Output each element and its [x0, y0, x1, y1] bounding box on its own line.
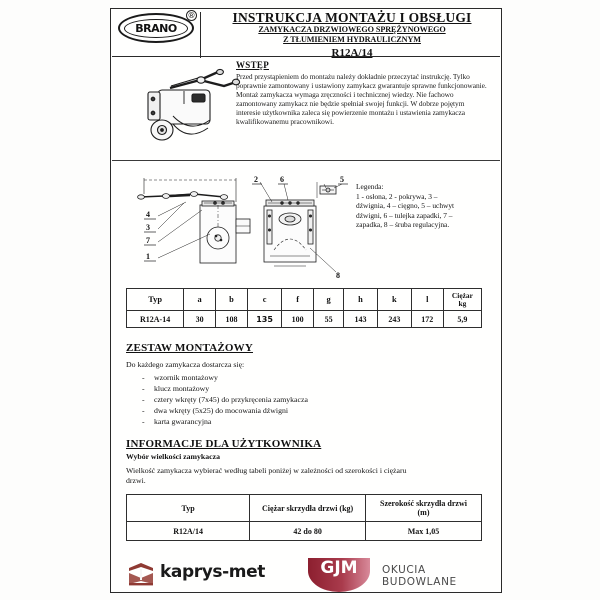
cell-b: 108 [216, 311, 248, 328]
brano-logo [118, 13, 194, 43]
col-header-a: a [184, 289, 216, 311]
diagram-callout-8: 8 [336, 271, 340, 280]
page-title: INSTRUKCJA MONTAŻU I OBSŁUGI [232, 10, 472, 25]
legend-line-2: dźwignia, 4 – cięgno, 5 – uchwyt [356, 201, 455, 211]
legend-line-1: 1 - osłona, 2 - pokrywa, 3 – [356, 191, 438, 201]
legend-heading: Legenda: [356, 182, 384, 191]
cell-g: 55 [314, 311, 344, 328]
table-header-row [127, 289, 482, 311]
cell-c: 135 [248, 311, 282, 328]
col-header-c: c [248, 289, 282, 311]
col-header-typ: Typ [127, 289, 184, 311]
introduction-heading: WSTĘP [236, 60, 270, 70]
kit-list-wrap [126, 372, 426, 427]
brano-logo-text: BRANO [124, 19, 188, 38]
door-closer-illustration [140, 58, 244, 150]
cell-weight: 5,9 [443, 311, 481, 328]
legend-block [356, 182, 496, 230]
table-row [127, 311, 482, 328]
door-width-header-line-1: Szerokość skrzydła drzwi [380, 499, 467, 508]
col-header-k: k [377, 289, 411, 311]
user-info-heading: INFORMACJE DLA UŻYTKOWNIKA [126, 438, 322, 450]
col-header-b: b [216, 289, 248, 311]
col-header-type: Typ [127, 495, 250, 522]
kaprys-met-wordmark: kaprys-met [160, 562, 265, 582]
kit-list [126, 372, 426, 427]
list-item: - klucz montażowy [154, 383, 426, 394]
footer-logos [112, 556, 500, 600]
introduction-section [236, 60, 488, 127]
diagram-callout-7: 7 [146, 236, 150, 245]
weight-header-line-2: kg [458, 298, 467, 308]
cell-h: 143 [344, 311, 378, 328]
table-row [127, 522, 482, 541]
header-rule [112, 56, 500, 57]
col-header-g: g [314, 289, 344, 311]
cell-f: 100 [282, 311, 314, 328]
table-header-row [127, 495, 482, 522]
cell-door-width: Max 1,05 [365, 522, 481, 541]
gjm-tagline: OKUCIA BUDOWLANE [382, 564, 457, 588]
diagram-callout-6: 6 [280, 175, 284, 184]
kaprys-met-logo-icon [126, 560, 156, 588]
door-width-header-line-2: (m) [417, 508, 430, 517]
diagram-callout-3: 3 [146, 223, 150, 232]
diagram-callout-5: 5 [340, 175, 344, 184]
title-block [208, 10, 496, 60]
col-header-weight [443, 289, 481, 311]
weight-header-line-1: Ciężar [451, 290, 473, 300]
subtitle-line-2: Z TŁUMIENIEM HYDRAULICZNYM [283, 35, 421, 44]
cell-l: 172 [411, 311, 443, 328]
kit-heading: ZESTAW MONTAŻOWY [126, 342, 253, 354]
user-info-subheading: Wybór wielkości zamykacza [126, 452, 220, 461]
list-item: - cztery wkręty (7x45) do przykręcenia zamykacza [154, 394, 426, 405]
technical-diagrams [124, 172, 356, 284]
registered-trademark-icon: ® [187, 11, 196, 20]
header-divider [200, 12, 201, 58]
list-item: - karta gwarancyjna [154, 416, 426, 427]
user-info-text: Wielkość zamykacza wybierać według tabeli poniżej w zależności od szerokości i ciężaru drzwi. [126, 466, 407, 485]
cell-a: 30 [184, 311, 216, 328]
diagram-callout-1: 1 [146, 252, 150, 261]
diagram-callout-2: 2 [254, 175, 258, 184]
document-header [112, 10, 500, 58]
introduction-text: Przed przystąpieniem do montażu należy dokładnie przeczytać instrukcję. Tylko poprawnie zamontowany i ustawiony zamykacz gwarantuje sprawne funkcjonowanie. Montaż zamykacza wymaga zręczności i technicznej wiedzy. Nie fachowo zamontowany zamykacz nie będzie spełniał swojej funkcji. W dobrze pojętym interesie użytkownika zaleca się powierzenie montażu i ustawienia zamykacza kwalifikowanemu pracownikowi. [236, 72, 487, 127]
subtitle-line-1: ZAMYKACZA DRZWIOWEGO SPRĘŻYNOWEGO [258, 25, 446, 34]
gjm-wordmark: GJM [320, 558, 358, 578]
cell-k: 243 [377, 311, 411, 328]
selection-table [126, 494, 482, 541]
dimensions-table [126, 288, 482, 328]
kit-intro-text: Do każdego zamykacza dostarcza się: [126, 360, 245, 369]
model-number: R12A/14 [331, 47, 373, 59]
cell-door-weight: 42 do 80 [250, 522, 366, 541]
col-header-door-width [365, 495, 481, 522]
col-header-l: l [411, 289, 443, 311]
list-item: - dwa wkręty (5x25) do mocowania dźwigni [154, 405, 426, 416]
legend-line-4: zapadka, 8 – śruba regulacyjna. [356, 220, 450, 230]
col-header-f: f [282, 289, 314, 311]
diagram-callout-4: 4 [146, 210, 150, 219]
cell-type: R12A/14 [127, 522, 250, 541]
section-rule [112, 160, 500, 161]
col-header-h: h [344, 289, 378, 311]
cell-typ: R12A-14 [127, 311, 184, 328]
col-header-door-weight: Ciężar skrzydła drzwi (kg) [250, 495, 366, 522]
gjm-logo [308, 558, 370, 592]
legend-line-3: dźwigni, 6 – tulejka zapadki, 7 – [356, 210, 453, 220]
list-item: - wzornik montażowy [154, 372, 426, 383]
